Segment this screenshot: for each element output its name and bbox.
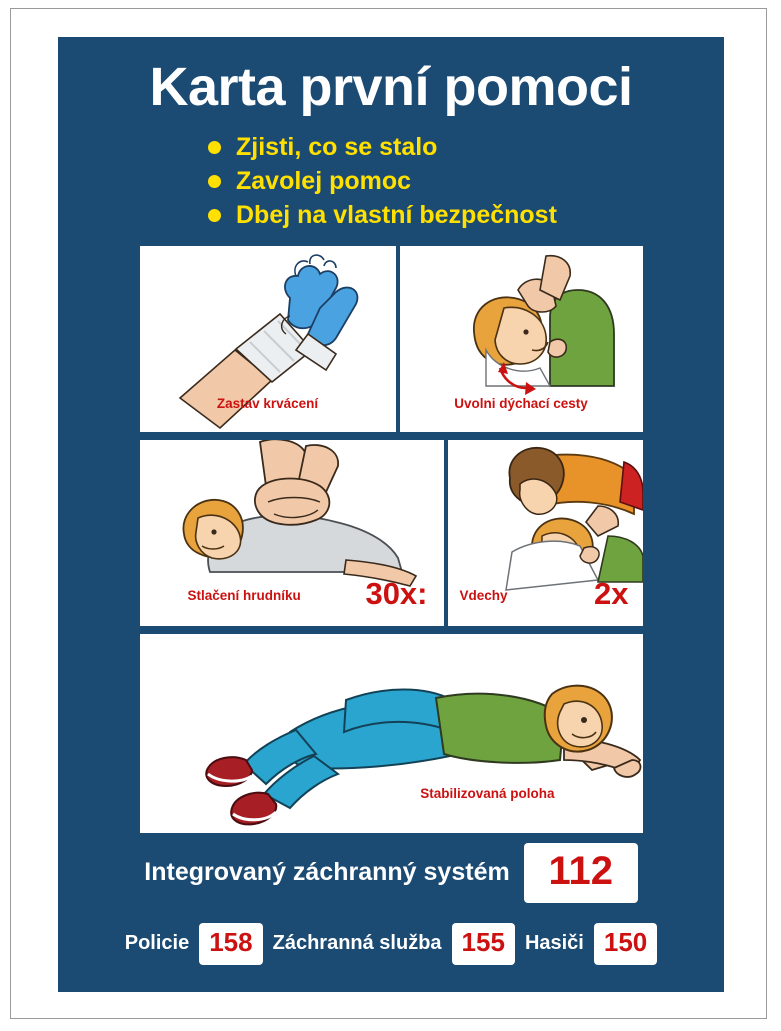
panel-rescue-breaths [448,440,643,626]
compression-count: 30x: [365,575,428,611]
panel-caption: Stlačení hrudníku [187,587,301,603]
list-item-label: Zavolej pomoc [236,166,412,195]
panel-caption: Stabilizovaná poloha [420,785,555,801]
illustration-panels [58,246,724,833]
list-item-label: Zjisti, co se stalo [236,132,438,161]
emergency-system-label: Integrovaný záchranný systém [144,858,510,887]
list-item-label: Dbej na vlastní bezpečnost [236,200,557,229]
panel-chest-compressions [140,440,444,626]
bullet-dot-icon [208,141,221,154]
list-item [206,130,724,164]
panel-caption: Zastav krvácení [216,395,319,411]
recovery-position-illustration [140,634,643,833]
service-label-police: Policie [124,932,190,955]
panel-caption: Vdechy [459,587,508,603]
panel-row-2 [58,440,724,626]
service-label-firefighters: Hasiči [524,932,584,955]
service-number-police: 158 [199,923,262,965]
first-aid-card [58,37,724,992]
panel-recovery-position [140,634,643,833]
list-item [206,198,724,232]
panel-caption: Uvolni dýchací cesty [454,395,588,411]
service-number-firefighters: 150 [594,923,657,965]
panel-row-1 [58,246,724,432]
panel-row-3 [58,634,724,833]
panel-open-airway [400,246,643,432]
service-number-ambulance: 155 [452,923,515,965]
emergency-main-row [58,843,724,903]
instruction-list [58,130,724,232]
emergency-number-112: 112 [524,843,638,903]
bullet-dot-icon [208,209,221,222]
page-title: Karta první pomoci [149,57,633,117]
panel-stop-bleeding [140,246,396,432]
list-item [206,164,724,198]
emergency-services-row [58,923,724,965]
breath-count: 2x [594,575,629,611]
bullet-dot-icon [208,175,221,188]
service-label-ambulance: Záchranná služba [272,932,442,955]
